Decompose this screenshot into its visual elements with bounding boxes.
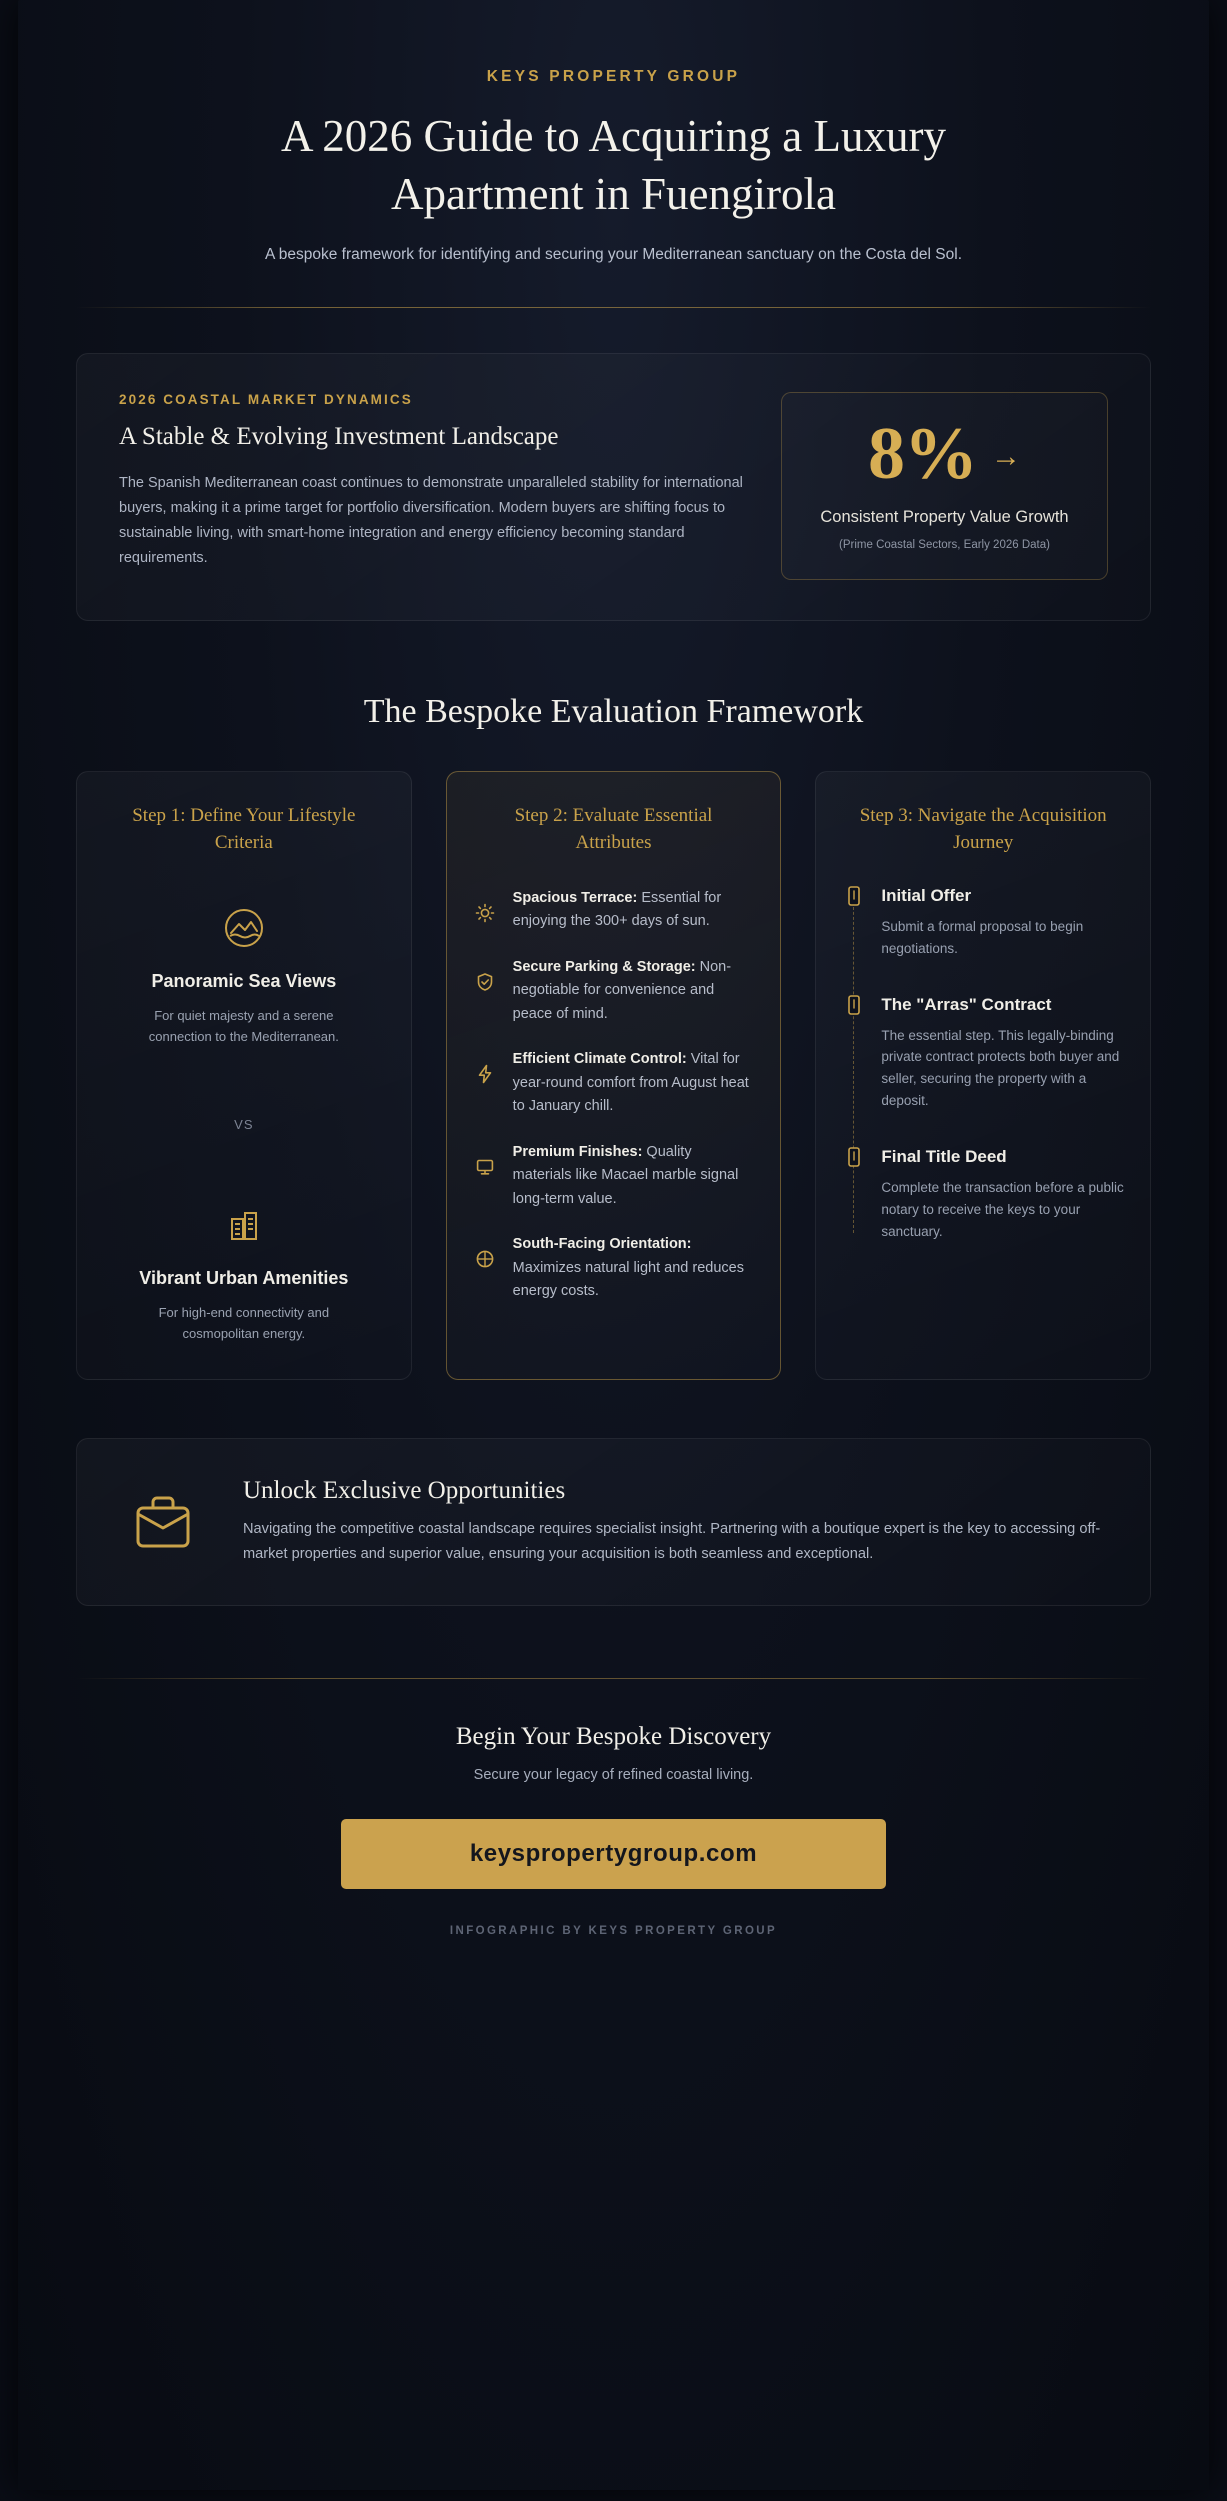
market-heading: A Stable & Evolving Investment Landscape bbox=[119, 423, 559, 451]
lifestyle-b-desc: For high-end connectivity and cosmopolitan energy. bbox=[158, 1305, 330, 1341]
stat-row bbox=[800, 413, 1089, 496]
market-kicker: 2026 COASTAL MARKET DYNAMICS bbox=[119, 392, 413, 408]
list-item bbox=[842, 885, 1124, 960]
brand-eyebrow: KEYS PROPERTY GROUP bbox=[486, 68, 741, 85]
stat-value: 8% bbox=[868, 413, 977, 496]
list-item bbox=[473, 1233, 755, 1303]
step-card-2 bbox=[446, 771, 782, 1380]
attribute-label: Efficient Climate Control: bbox=[512, 1051, 687, 1068]
step-card-1 bbox=[76, 771, 412, 1380]
timeline-title: Final Title Deed bbox=[881, 1146, 1007, 1166]
timeline-title: Initial Offer bbox=[881, 885, 972, 905]
attribute-desc: Essential for enjoying the 300+ days of sun. bbox=[512, 889, 722, 930]
lifestyle-a-name: Panoramic Sea Views bbox=[151, 970, 337, 991]
attribute-text bbox=[513, 1233, 755, 1303]
footer-subtitle: Secure your legacy of refined coastal living. bbox=[473, 1766, 754, 1783]
footer-section bbox=[76, 1723, 1151, 1937]
lifestyle-a-desc: For quiet majesty and a serene connection to the Mediterranean. bbox=[148, 1007, 339, 1044]
header-divider bbox=[76, 307, 1151, 308]
step-card-3 bbox=[815, 771, 1151, 1380]
list-item bbox=[473, 887, 755, 934]
infographic-sheet bbox=[18, 0, 1209, 2490]
framework-steps bbox=[76, 771, 1151, 1380]
sea-view-icon bbox=[103, 905, 385, 951]
list-item bbox=[473, 1141, 755, 1211]
attribute-label: Premium Finishes: bbox=[512, 1143, 643, 1160]
attribute-desc: Maximizes natural light and reduces energy costs. bbox=[512, 1259, 744, 1300]
list-item bbox=[473, 1048, 755, 1118]
attribute-label: South-Facing Orientation: bbox=[512, 1236, 692, 1253]
monitor-icon bbox=[473, 1155, 497, 1179]
cta-text-block bbox=[243, 1477, 1108, 1567]
exclusive-opportunities-card bbox=[76, 1438, 1151, 1606]
lifestyle-option-b bbox=[103, 1202, 385, 1344]
page-subtitle: A bespoke framework for identifying and securing your Mediterranean sanctuary on the Costa del Sol. bbox=[264, 246, 963, 264]
step-2-title: Step 2: Evaluate Essential Attributes bbox=[514, 804, 713, 854]
attributes-list bbox=[473, 887, 755, 1304]
header-section bbox=[76, 0, 1151, 267]
document-icon bbox=[842, 885, 865, 911]
attribute-desc: Quality materials like Macael marble signal long-term value. bbox=[512, 1143, 739, 1207]
city-buildings-icon bbox=[103, 1202, 385, 1248]
footer-title: Begin Your Bespoke Discovery bbox=[455, 1722, 772, 1750]
timeline-desc: Complete the transaction before a public notary to receive the keys to your sanctuary. bbox=[881, 1179, 1124, 1239]
timeline-title: The "Arras" Contract bbox=[881, 994, 1052, 1014]
growth-stat-box bbox=[781, 392, 1108, 580]
acquisition-timeline bbox=[842, 885, 1124, 1243]
footer-credit: INFOGRAPHIC BY KEYS PROPERTY GROUP bbox=[449, 1924, 778, 1937]
attribute-label: Secure Parking & Storage: bbox=[512, 958, 696, 975]
document-icon bbox=[842, 1146, 865, 1172]
attribute-text bbox=[513, 887, 755, 934]
bolt-icon bbox=[473, 1062, 497, 1086]
attribute-desc: Vital for year-round comfort from August heat to January chill. bbox=[512, 1051, 749, 1115]
trend-up-arrow-icon: → bbox=[991, 440, 1021, 474]
list-item bbox=[473, 956, 755, 1026]
list-item bbox=[842, 994, 1124, 1112]
document-icon bbox=[842, 994, 865, 1020]
market-dynamics-card bbox=[76, 353, 1151, 621]
framework-title: The Bespoke Evaluation Framework bbox=[363, 692, 864, 730]
versus-label: VS bbox=[234, 1117, 254, 1133]
step-1-title: Step 1: Define Your Lifestyle Criteria bbox=[132, 804, 356, 854]
market-text-block bbox=[119, 392, 747, 571]
timeline-desc: Submit a formal proposal to begin negotiations. bbox=[881, 918, 1084, 956]
shield-icon bbox=[473, 970, 497, 994]
footer-divider bbox=[76, 1678, 1151, 1679]
list-item bbox=[842, 1146, 1124, 1243]
stat-source: (Prime Coastal Sectors, Early 2026 Data) bbox=[839, 538, 1050, 551]
lifestyle-b-name: Vibrant Urban Amenities bbox=[139, 1268, 349, 1289]
market-body: The Spanish Mediterranean coast continues to demonstrate unparalleled stability for international buyers, making it a prime target for portfolio diversification. Modern buyers are shifting focus to sustainable living, with smart-home integration and energy efficiency becoming standard requirements. bbox=[119, 475, 743, 567]
attribute-label: Spacious Terrace: bbox=[512, 889, 638, 906]
attribute-text bbox=[513, 1048, 755, 1118]
website-cta-button[interactable]: keyspropertygroup.com bbox=[341, 1819, 886, 1889]
page-title: A 2026 Guide to Acquiring a Luxury Apartment in Fuengirola bbox=[281, 111, 946, 219]
timeline-desc: The essential step. This legally-binding private contract protects both buyer and seller, securing the property with a deposit. bbox=[881, 1027, 1120, 1109]
stat-label: Consistent Property Value Growth bbox=[820, 507, 1069, 526]
cta-title: Unlock Exclusive Opportunities bbox=[243, 1476, 566, 1504]
compass-icon bbox=[473, 1247, 497, 1271]
step-3-title: Step 3: Navigate the Acquisition Journey bbox=[859, 804, 1107, 854]
cta-body: Navigating the competitive coastal landscape requires specialist insight. Partnering with a boutique expert is the key to accessing off-market properties and superior value, ensuring your acquisition is both seamless and exceptional. bbox=[243, 1520, 1101, 1562]
lifestyle-option-a bbox=[103, 905, 385, 1047]
attribute-text bbox=[513, 956, 755, 1026]
attribute-text bbox=[513, 1141, 755, 1211]
briefcase-icon bbox=[119, 1484, 207, 1560]
attribute-desc: Non-negotiable for convenience and peace of mind. bbox=[512, 958, 732, 1022]
sun-icon bbox=[473, 901, 497, 925]
